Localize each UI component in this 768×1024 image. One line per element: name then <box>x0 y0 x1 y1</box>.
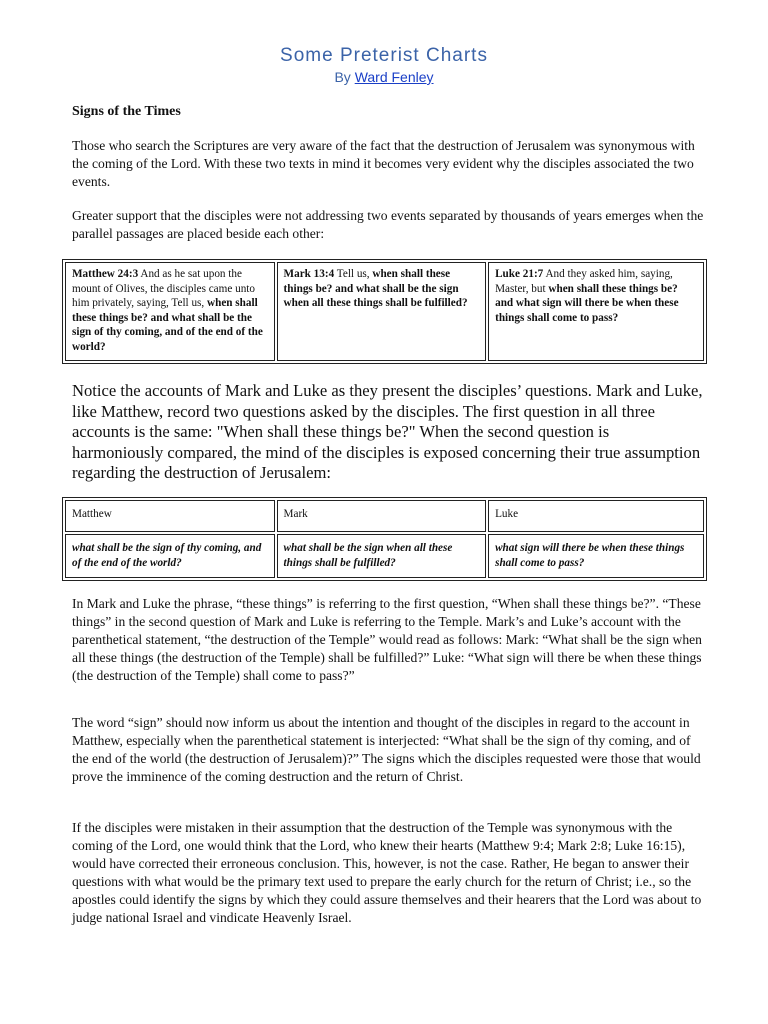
passage-ref: Matthew 24:3 <box>72 268 139 280</box>
questions-comparison-table <box>62 497 707 581</box>
table-row <box>65 262 704 361</box>
matthew-passage-cell <box>65 262 275 361</box>
byline <box>0 68 768 86</box>
header-cell-matthew: Matthew <box>65 500 275 532</box>
passage-text: And as he sat upon the mount of Olives, the disciples came unto him privately, saying, Tell us, <box>72 268 256 309</box>
passage-text: And they asked him, saying, Master, but <box>495 268 673 295</box>
quote-cell-luke: what sign will there be when these things shall come to pass? <box>488 534 704 578</box>
header-cell-mark: Mark <box>277 500 487 532</box>
author-link[interactable]: Ward Fenley <box>354 69 434 85</box>
passage-text: Tell us, <box>334 268 373 280</box>
paragraph-sign: The word “sign” should now inform us about the intention and thought of the disciples in regard to the account in Matthew, especially when the parenthetical statement is interjected: “What shall be the sign of thy coming, and of the end of the world (the destruction of Jerusalem)?” The signs which the disciples requested were those that would prove the imminence of the coming destruction and the return of Christ. <box>72 715 701 784</box>
paragraph-mistaken: If the disciples were mistaken in their assumption that the destruction of the Temple was synonymous with the coming of the Lord, one would think that the Lord, who knew their hearts (Matthew 9:4; Mark 2:8; Luke 16:15), would have corrected their erroneous conclusion. This, however, is not the case. Rather, He began to answer their questions with what would be the primary text used to prepare the early church for the return of Christ; i.e., so the apostles could identify the signs by which they could assure themselves and their hearers that the Lord was about to judge national Israel and vindicate Heavenly Israel. <box>72 820 702 925</box>
passage-emphasis: when shall these things be? and what shall be the sign when all these things shall be fulfilled? <box>283 268 468 309</box>
passage-emphasis: when shall these things be? and what shall be the sign of thy coming, and of the end of the world? <box>72 297 263 353</box>
passage-ref: Mark 13:4 <box>283 268 335 280</box>
paragraph-intro: Those who search the Scriptures are very aware of the fact that the destruction of Jerusalem was synonymous with the coming of the Lord. With these two texts in mind it becomes very evident why the disciples associated the two events. <box>72 138 695 189</box>
section-heading: Signs of the Times <box>72 104 181 119</box>
paragraph-parallel: Greater support that the disciples were not addressing two events separated by thousands of years emerges when the parallel passages are placed beside each other: <box>72 208 704 241</box>
paragraph-notice: Notice the accounts of Mark and Luke as they present the disciples’ questions. Mark and Luke, like Matthew, record two questions asked by the disciples. The first question in all three accounts is the same: "When shall these things be?" When the second question is harmoniously compared, the mind of the disciples is exposed concerning their true assumption regarding the destruction of Jerusalem: <box>72 381 703 482</box>
paragraph-these-things: In Mark and Luke the phrase, “these things” is referring to the first question, “When shall these things be?”. “These things” in the second question of Mark and Luke is referring to the Temple. Mark’s and Luke’s account with the parenthetical statement, “the destruction of the Temple” would read as follows: Mark: “What shall be the sign when all these things (the destruction of the Temple) shall be fulfilled?” Luke: “What sign will there be when these things (the destruction of the Temple) shall come to pass?” <box>72 596 702 683</box>
passage-ref: Luke 21:7 <box>495 268 544 280</box>
byline-prefix: By <box>334 69 351 85</box>
quote-cell-matthew: what shall be the sign of thy coming, and of the end of the world? <box>65 534 275 578</box>
quote-cell-mark: what shall be the sign when all these things shall be fulfilled? <box>277 534 487 578</box>
table-header-row <box>65 500 704 532</box>
luke-passage-cell <box>488 262 704 361</box>
mark-passage-cell <box>277 262 487 361</box>
document-title: Some Preterist Charts <box>280 45 488 66</box>
document-header <box>0 0 768 86</box>
parallel-passages-table <box>62 259 707 364</box>
passage-emphasis: when shall these things be? and what sign will there be when these things shall come to pass? <box>495 282 679 324</box>
header-cell-luke: Luke <box>488 500 704 532</box>
table-row <box>65 534 704 578</box>
